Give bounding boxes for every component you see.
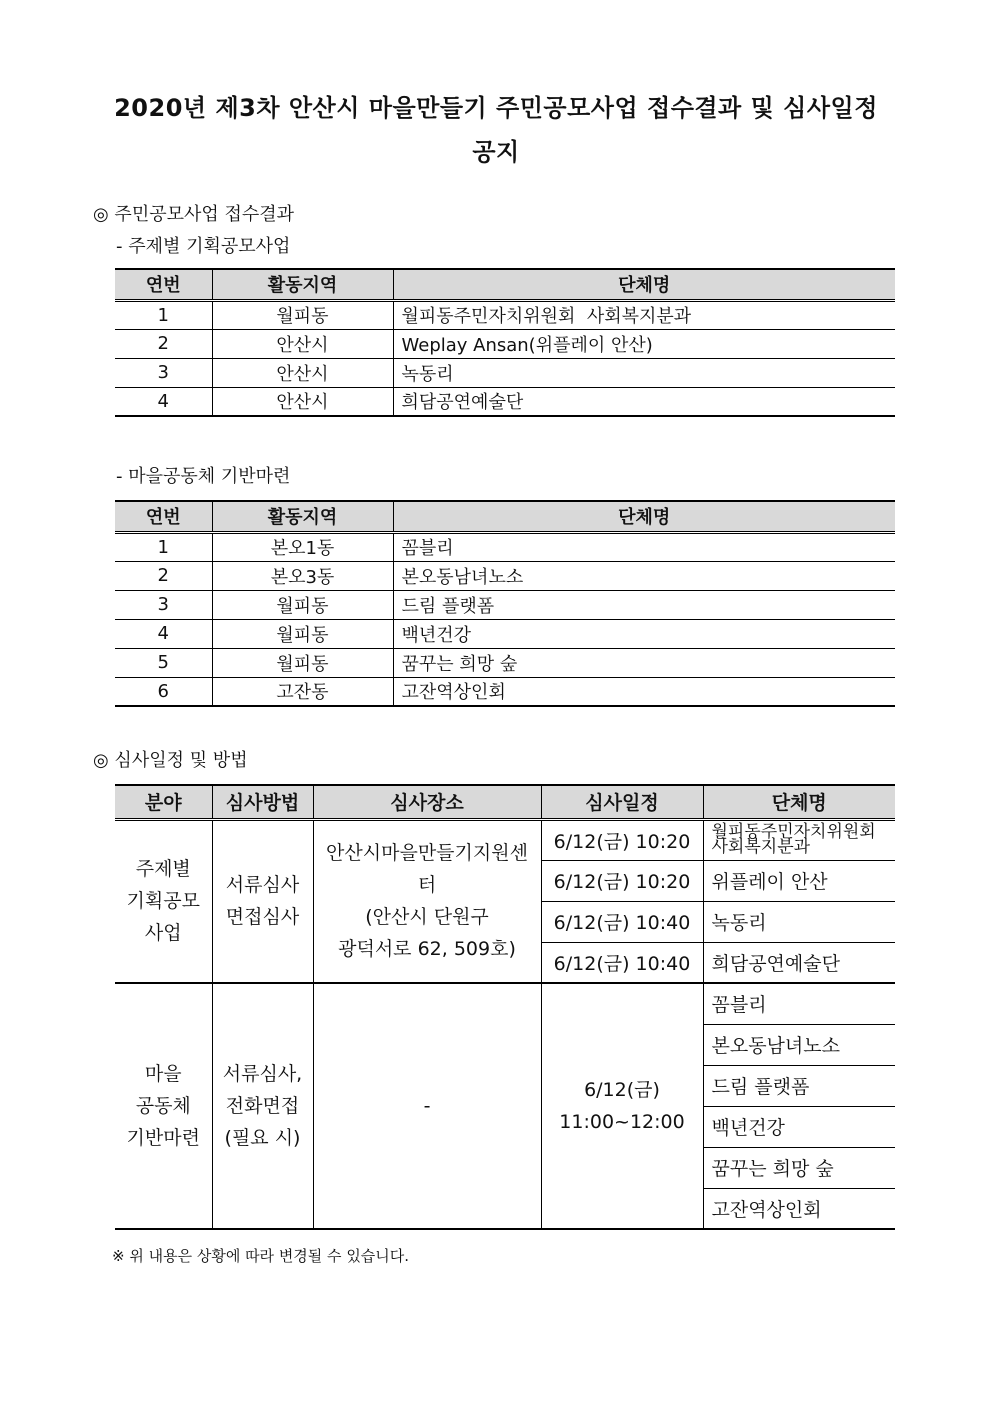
cell-region: 월피동 <box>212 590 393 619</box>
table-row <box>115 387 895 416</box>
title-line-2: 공지 <box>472 138 520 166</box>
place-cell-community: - <box>313 983 541 1229</box>
date-cell-community: 6/12(금) 11:00~12:00 <box>541 983 703 1229</box>
col-header-no: 연번 <box>115 269 212 300</box>
table-row <box>115 648 895 677</box>
cell-no: 3 <box>115 358 212 387</box>
col-header-region: 활동지역 <box>212 269 393 300</box>
col-header-no: 연번 <box>115 501 212 532</box>
cell-region: 고잔동 <box>212 677 393 706</box>
org-cell: 위플레이 안산 <box>703 860 895 901</box>
org-cell: 녹동리 <box>703 901 895 942</box>
table-row <box>115 358 895 387</box>
planning-projects-table <box>115 268 895 417</box>
col-header-date: 심사일정 <box>541 785 703 819</box>
cell-no: 2 <box>115 561 212 590</box>
cell-org: 희담공연예술단 <box>393 387 895 416</box>
title-line-1: 2020년 제3차 안산시 마을만들기 주민공모사업 접수결과 및 심사일정 <box>114 94 878 122</box>
table-row <box>115 983 895 1024</box>
subheading-community-base: - 마을공동체 기반마련 <box>116 466 291 487</box>
method-cell-community: 서류심사, 전화면접 (필요 시) <box>212 983 313 1229</box>
place-cell-planning: 안산시마을만들기지원센터 (안산시 단원구 광덕서로 62, 509호) <box>313 819 541 983</box>
field-cell-community: 마을 공동체 기반마련 <box>115 983 212 1229</box>
date-cell: 6/12(금) 10:40 <box>541 942 703 983</box>
org-cell: 본오동남녀노소 <box>703 1024 895 1065</box>
footnote: ※ 위 내용은 상황에 따라 변경될 수 있습니다. <box>112 1247 410 1265</box>
table-row <box>115 300 895 329</box>
table-row <box>115 619 895 648</box>
schedule-table <box>115 784 895 1230</box>
col-header-org: 단체명 <box>393 501 895 532</box>
cell-org: 녹동리 <box>393 358 895 387</box>
cell-no: 5 <box>115 648 212 677</box>
cell-no: 4 <box>115 619 212 648</box>
cell-region: 월피동 <box>212 300 393 329</box>
cell-region: 월피동 <box>212 648 393 677</box>
cell-no: 6 <box>115 677 212 706</box>
org-cell: 꿈꾸는 희망 숲 <box>703 1147 895 1188</box>
cell-region: 본오1동 <box>212 532 393 561</box>
col-header-method: 심사방법 <box>212 785 313 819</box>
date-cell: 6/12(금) 10:20 <box>541 819 703 860</box>
org-cell: 월피동주민자치위원회 사회복지분과 <box>703 819 895 860</box>
cell-org: 본오동남녀노소 <box>393 561 895 590</box>
cell-region: 월피동 <box>212 619 393 648</box>
cell-region: 안산시 <box>212 329 393 358</box>
section-heading-results: ◎ 주민공모사업 접수결과 <box>93 204 295 225</box>
cell-org: 꼼블리 <box>393 532 895 561</box>
org-cell: 드림 플랫폼 <box>703 1065 895 1106</box>
table-row <box>115 590 895 619</box>
cell-org: Weplay Ansan(위플레이 안산) <box>393 329 895 358</box>
cell-no: 1 <box>115 300 212 329</box>
date-cell: 6/12(금) 10:20 <box>541 860 703 901</box>
table-row <box>115 677 895 706</box>
cell-no: 4 <box>115 387 212 416</box>
col-header-place: 심사장소 <box>313 785 541 819</box>
cell-region: 본오3동 <box>212 561 393 590</box>
cell-no: 1 <box>115 532 212 561</box>
table-row <box>115 532 895 561</box>
cell-org: 드림 플랫폼 <box>393 590 895 619</box>
org-cell: 백년건강 <box>703 1106 895 1147</box>
col-header-region: 활동지역 <box>212 501 393 532</box>
table-row <box>115 561 895 590</box>
cell-org: 백년건강 <box>393 619 895 648</box>
cell-org: 고잔역상인회 <box>393 677 895 706</box>
cell-org: 꿈꾸는 희망 숲 <box>393 648 895 677</box>
field-cell-planning: 주제별 기획공모 사업 <box>115 819 212 983</box>
org-cell: 꼼블리 <box>703 983 895 1024</box>
table-row <box>115 329 895 358</box>
document-title <box>0 86 992 174</box>
section-heading-schedule: ◎ 심사일정 및 방법 <box>93 750 248 771</box>
cell-no: 3 <box>115 590 212 619</box>
date-cell: 6/12(금) 10:40 <box>541 901 703 942</box>
cell-region: 안산시 <box>212 358 393 387</box>
cell-org: 월피동주민자치위원회 사회복지분과 <box>393 300 895 329</box>
col-header-org: 단체명 <box>703 785 895 819</box>
cell-region: 안산시 <box>212 387 393 416</box>
org-cell: 희담공연예술단 <box>703 942 895 983</box>
table-row <box>115 819 895 860</box>
org-cell: 고잔역상인회 <box>703 1188 895 1229</box>
col-header-field: 분야 <box>115 785 212 819</box>
community-base-table <box>115 500 895 707</box>
subheading-planning-projects: - 주제별 기획공모사업 <box>116 236 291 257</box>
col-header-org: 단체명 <box>393 269 895 300</box>
cell-no: 2 <box>115 329 212 358</box>
method-cell-planning: 서류심사 면접심사 <box>212 819 313 983</box>
